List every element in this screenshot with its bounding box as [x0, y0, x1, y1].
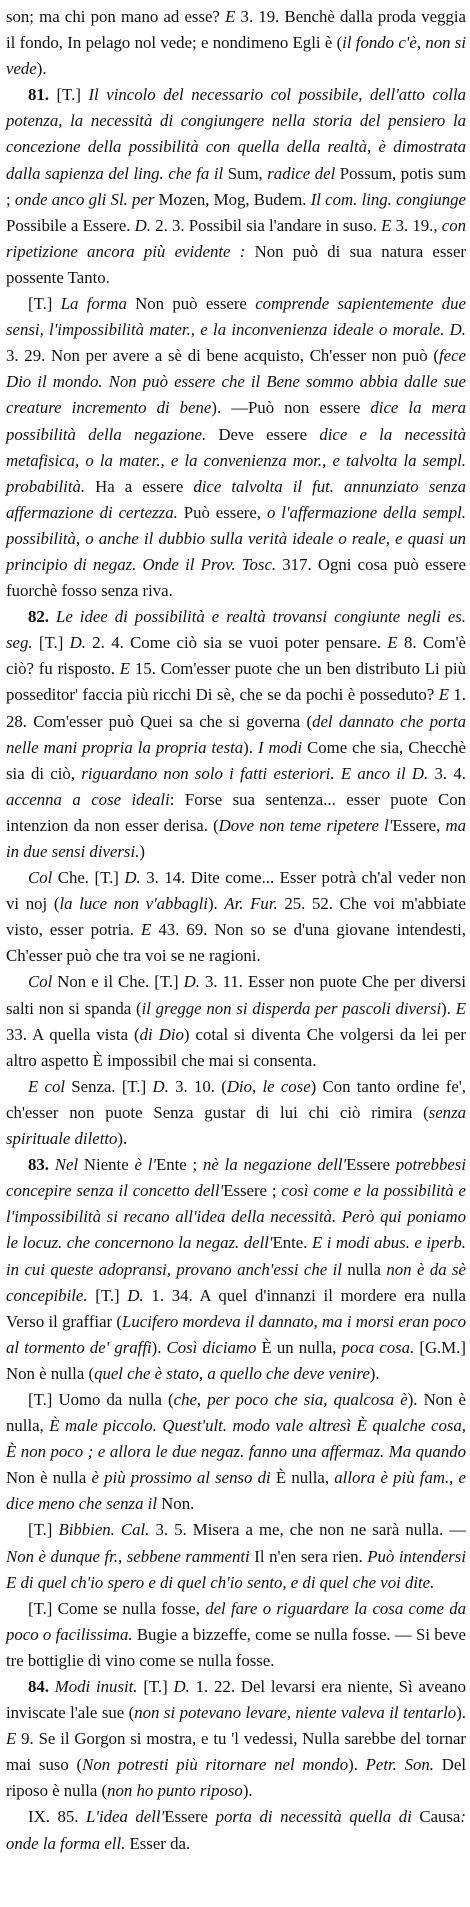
- text-run: Non può essere: [126, 294, 256, 314]
- para-84: [6, 1674, 466, 1804]
- italic-run: Non è dunque fr., sebbene rammenti: [6, 1546, 250, 1566]
- text-run: Essere,: [392, 815, 446, 835]
- italic-run: di Dio: [139, 1024, 184, 1044]
- text-run: Possibile a Essere.: [6, 215, 135, 235]
- italic-run: Col: [28, 972, 53, 992]
- text-run: Esser da.: [125, 1833, 191, 1853]
- italic-run: dice e la necessità metafisica, o la mater., e la convenienza mor., e talvolta la sempl. probabilità.: [6, 424, 466, 496]
- text-run: Il n'en sera rien.: [249, 1546, 368, 1566]
- italic-run: È male piccolo. Quest'ult. modo vale altresì È qualche cosa, È non poco ; e allora le due negaz. fanno una affermaz. Ma quando: [6, 1416, 466, 1462]
- italic-run: D.: [127, 1285, 144, 1305]
- italic-run: Non potresti più ritornare nel mondo: [82, 1755, 349, 1775]
- text-run: 3. 10. (: [168, 1076, 227, 1096]
- text-run: [T.] Uomo da nulla (: [28, 1389, 174, 1409]
- text-run: Come che sia, Checchè sia di ciò,: [6, 737, 466, 783]
- section-number: 81.: [28, 85, 49, 105]
- text-run: ) Con tanto ordine fe', ch'esser non puote Senza gustar di lui chi ciò rimira (: [6, 1076, 466, 1122]
- text-run: 3. 5. Misera a me, che non ne sarà nulla. —: [149, 1520, 467, 1540]
- italic-run: o l'affermazione della sempl. possibilità, o anche il dubbio sulla verità ideale o reale, e quasi un principio di negaz. Onde il Prov. Tosc.: [6, 502, 466, 574]
- text-run: ). Non è nulla,: [6, 1389, 466, 1436]
- italic-run: Modi inusit.: [54, 1677, 138, 1696]
- text-run: [T.] Come se nulla fosse,: [28, 1598, 206, 1618]
- section-number: 84.: [28, 1677, 55, 1696]
- italic-run: onde anco gli Sl. per: [14, 189, 155, 209]
- text-run: 15. Com'esser puote che un ben distributo Li più posseditor' faccia più ricchi Di sè, che se da pochi è posseduto?: [6, 659, 466, 705]
- italic-run: la luce non v'abbagli: [59, 894, 208, 914]
- text-run: ).: [117, 1129, 128, 1149]
- section-number: 83.: [28, 1155, 55, 1175]
- text-run: Ha a essere: [85, 476, 194, 496]
- text-run: 3. 19.,: [391, 215, 442, 235]
- italic-run: radice del: [267, 163, 336, 183]
- text-run: Non può di sua natura esser possente Tanto.: [6, 241, 466, 287]
- text-run: Possum, potis sum ;: [6, 163, 466, 209]
- text-run: ).: [243, 737, 258, 757]
- text-run: ).: [207, 894, 225, 914]
- italic-run: D.: [124, 868, 141, 888]
- italic-run: : onde la forma ell.: [6, 1807, 466, 1853]
- italic-run: che, per poco che sia, qualcosa è: [173, 1389, 408, 1409]
- italic-run: è l': [134, 1155, 156, 1175]
- text-run: [T.]: [137, 1677, 174, 1696]
- text-run: [T.]: [32, 633, 70, 653]
- text-run: Mozen, Mog, Budem.: [154, 189, 311, 209]
- para-82: [6, 604, 466, 865]
- italic-run: E: [225, 7, 236, 26]
- italic-run: dice talvolta il fut. annunziato senza affermazione di certezza.: [6, 476, 466, 522]
- italic-run: non è da sè concepibile.: [6, 1259, 467, 1305]
- text-run: ).: [151, 1337, 167, 1357]
- text-run: 2. 4. Come ciò sia se vuoi poter pensare.: [85, 633, 388, 653]
- text-run: 8. Com'è ciò? fu risposto.: [6, 633, 466, 679]
- text-run: Essere: [164, 1807, 216, 1827]
- italic-run: quel che è stato, a quello che deve venire: [94, 1363, 370, 1383]
- text-run: ).: [456, 1703, 466, 1723]
- text-run: [G.M.] Non è nulla (: [6, 1337, 466, 1383]
- italic-run: D.: [134, 215, 151, 235]
- text-run: Senza. [T.]: [65, 1076, 153, 1096]
- text-run: 317. Ogni cosa può essere fuorchè fosso senza riva.: [6, 554, 466, 601]
- text-run: 3. 29. Non per avere a sè di bene acquisto, Ch'esser non può (: [6, 346, 439, 366]
- text-run: ).: [36, 59, 47, 79]
- italic-run: è più prossimo al senso di: [91, 1468, 271, 1488]
- text-run: ).: [348, 1755, 366, 1775]
- italic-run: Petr. Son.: [365, 1755, 434, 1775]
- text-run: IX. 85.: [28, 1807, 87, 1827]
- text-run: Niente: [78, 1155, 135, 1175]
- para-come-se-nulla: [6, 1596, 466, 1674]
- italic-run: così come e la possibilità e l'impossibilità si recano all'idea della necessità. Però qui poniamo le locuz. che concernono la negaz. dell': [6, 1181, 466, 1253]
- text-run: Deve essere: [206, 424, 320, 444]
- text-run: ).: [369, 1363, 380, 1383]
- italic-run: accenna a cose ideali: [6, 789, 170, 809]
- text-run: [T.]: [48, 85, 89, 105]
- italic-run: La forma: [60, 294, 127, 314]
- italic-run: riguardano non solo i fatti esteriori. E anco il D.: [81, 763, 429, 783]
- text-run: Non.: [156, 1494, 195, 1514]
- italic-run: D.: [69, 633, 86, 653]
- italic-run: del fare o riguardare la cosa come da poco o facilissima.: [6, 1598, 467, 1644]
- para-col-senza: [6, 1074, 466, 1152]
- text-run: Essere ;: [223, 1181, 282, 1201]
- italic-run: E: [387, 633, 398, 653]
- section-number: 82.: [28, 607, 56, 627]
- italic-run: nè la negazione dell': [203, 1155, 347, 1175]
- italic-run: E i modi abus. e iperb. in cui queste adopransi, provano anch'essi che il: [6, 1233, 466, 1279]
- para-forma: [6, 291, 466, 604]
- italic-run: poca cosa.: [341, 1337, 415, 1357]
- text-run: [T.]: [28, 294, 61, 314]
- italic-run: fece Dio il mondo. Non può essere che il Bene sommo abbia dalle sue creature incremento di bene: [6, 346, 466, 418]
- italic-run: E: [438, 685, 449, 705]
- text-run: 9. Se il Gorgon si mostra, e tu 'l vedessi, Nulla sarebbe del tornar mai suso (: [6, 1729, 466, 1775]
- italic-run: non ho punto riposo: [107, 1781, 243, 1801]
- text-run: ): [139, 842, 145, 861]
- text-run: 33. A quella vista (: [6, 1024, 140, 1044]
- text-run: Non e il Che. [T.]: [52, 972, 184, 992]
- italic-run: Dove non teme ripetere l': [218, 815, 393, 835]
- text-run: Non è nulla: [6, 1468, 92, 1488]
- text-run: Ente.: [272, 1233, 312, 1253]
- italic-run: comprende sapientemente due sensi, l'impossibilità mater., e la inconvenienza ideale o morale. D.: [6, 294, 466, 340]
- italic-run: del dannato che porta nelle mani propria la propria testa: [6, 711, 466, 757]
- para-IX-85: [6, 1804, 466, 1856]
- text-run: 1. 28. Com'esser può Quei sa che si governa (: [6, 685, 467, 731]
- text-run: Causa: [411, 1807, 461, 1827]
- para-continuation-top: [6, 4, 466, 82]
- para-col-che: [6, 865, 466, 969]
- italic-run: E: [141, 920, 152, 940]
- italic-run: I modi: [257, 737, 303, 757]
- para-bibbien: [6, 1517, 466, 1595]
- italic-run: Il com. ling. congiunge: [310, 189, 467, 209]
- text-run: 1. 22. Del levarsi era niente, Sì aveano inviscate l'ale sue (: [6, 1677, 466, 1723]
- italic-run: con ripetizione ancora più evidente :: [6, 215, 467, 261]
- para-81: [6, 82, 466, 291]
- text-run: : Forse sua sentenza... esser puote Con intenzion da non esser derisa. (: [6, 789, 466, 835]
- text-run: [T.]: [87, 1285, 128, 1305]
- italic-run: Bibbien. Cal.: [58, 1520, 150, 1540]
- italic-run: E: [119, 659, 131, 679]
- text-run: nulla: [341, 1259, 387, 1279]
- italic-run: allora è più fam., e dice meno che senza il: [6, 1468, 466, 1514]
- italic-run: Col: [28, 868, 53, 888]
- text-run: Può essere,: [177, 502, 267, 522]
- italic-run: Le idee di possibilità e realtà trovansi congiunte negli es. seg.: [6, 607, 467, 653]
- text-run: son; ma chi pon mano ad esse?: [6, 7, 226, 26]
- para-uomo-da-nulla: [6, 1387, 466, 1517]
- text-run: Sum,: [223, 163, 268, 183]
- text-run: 3. 11. Esser non puote Che per diversi salti non si spanda (: [6, 972, 466, 1018]
- italic-run: Può intendersi E di quel ch'io spero e di quel ch'io sento, e di quel che voi dite.: [6, 1546, 466, 1592]
- text-run: 3. 19. Benchè dalla proda veggia il fondo, In pelago nol vede; e nondimeno Egli è (: [6, 7, 467, 53]
- para-col-non: [6, 969, 466, 1073]
- italic-run: Dio, le cose: [226, 1076, 311, 1096]
- text-run: ).: [242, 1781, 253, 1801]
- italic-run: E: [6, 1729, 17, 1749]
- italic-run: Ar. Fur.: [224, 894, 278, 914]
- text-run: 3. 14. Dite come... Esser potrà ch'al veder non vi noj (: [6, 868, 466, 914]
- text-run: ) cotal si diventa Che volgersi da lei per altro aspetto È impossibil che mai si consenta.: [6, 1024, 467, 1070]
- italic-run: D.: [173, 1677, 190, 1696]
- italic-run: porta di necessità quella di: [215, 1807, 412, 1827]
- text-run: 3. 4.: [428, 763, 467, 783]
- italic-run: dice la mera possibilità della negazione.: [6, 398, 466, 444]
- italic-run: senza spirituale diletto: [6, 1102, 466, 1149]
- italic-run: D.: [152, 1076, 169, 1096]
- italic-run: potrebbesi concepire senza il concetto dell': [6, 1155, 466, 1201]
- text-run: Del riposo è nulla (: [6, 1755, 466, 1801]
- italic-run: E: [381, 215, 392, 235]
- text-run: È un nulla,: [256, 1337, 342, 1357]
- italic-run: ma in due sensi diversi.: [6, 815, 466, 861]
- text-run: ). —Può non essere: [211, 398, 371, 418]
- text-run: Ente ;: [155, 1155, 204, 1175]
- text-run: Bugie a bizzeffe, come se nulla fosse. — Si beve tre bottiglie di vino come se nulla fosse.: [6, 1624, 466, 1670]
- italic-run: Lucifero mordeva il dannato, ma i morsi eran poco al tormento de' graffi: [6, 1311, 467, 1357]
- italic-run: Così diciamo: [166, 1337, 257, 1357]
- italic-run: D.: [183, 972, 200, 992]
- italic-run: L'idea dell': [86, 1807, 165, 1827]
- italic-run: non si potevano levare, niente valeva il tentarlo: [134, 1703, 457, 1723]
- italic-run: Il vincolo del necessario col possibile, dell'atto colla potenza, la necessità di congiungere nella storia del pensiero la concezione della possibilità con quella della realtà, è dimostrata dalla sapienza del ling. che fa il: [6, 85, 466, 183]
- text-run: 43. 69. Non so se d'una giovane intendesti, Ch'esser può che tra voi se ne ragioni.: [6, 920, 466, 966]
- text-run: 25. 52. Che voi m'abbiate visto, esser potria.: [6, 894, 466, 940]
- para-83: [6, 1152, 466, 1387]
- text-run: [T.]: [28, 1520, 59, 1540]
- italic-run: E col: [28, 1076, 66, 1096]
- italic-run: E: [455, 998, 466, 1018]
- italic-run: il fondo c'è, non si vede: [6, 33, 466, 79]
- italic-run: il gregge non si disperda per pascoli diversi: [141, 998, 442, 1018]
- text-run: 1. 34. A quel d'innanzi il mordere era nulla Verso il graffiar (: [6, 1285, 466, 1331]
- text-run: Essere: [346, 1155, 396, 1175]
- text-run: Che. [T.]: [52, 868, 125, 888]
- text-run: ).: [441, 998, 456, 1018]
- italic-run: Nel: [54, 1155, 79, 1175]
- text-run: È nulla,: [270, 1468, 335, 1488]
- text-run: 2. 3. Possibil sia l'andare in suso.: [151, 215, 382, 235]
